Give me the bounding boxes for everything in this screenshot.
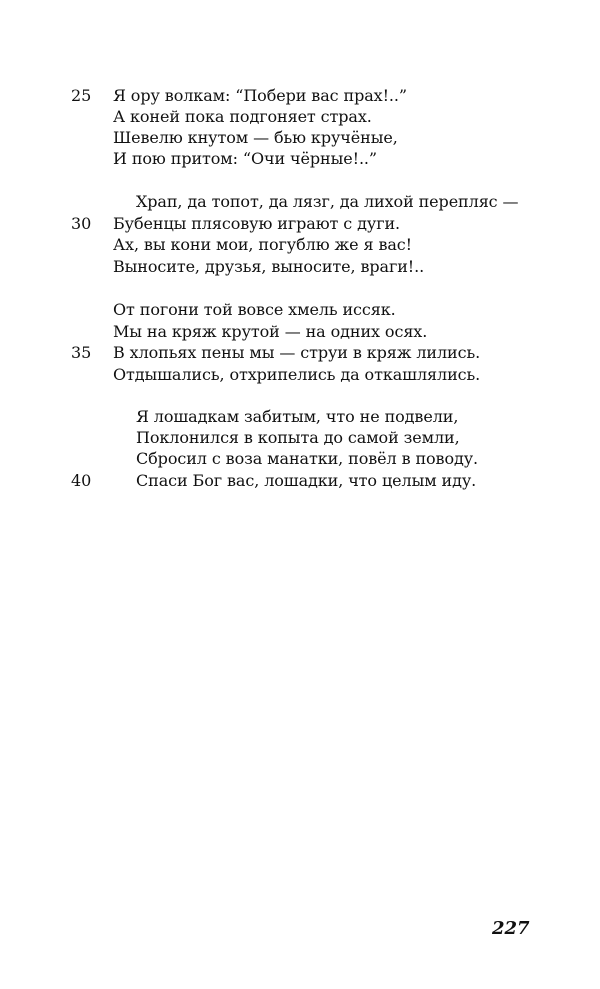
poem-line: Храп, да топот, да лязг, да лихой перепляс — <box>136 192 519 211</box>
poem-line: Сбросил с воза манатки, повёл в поводу. <box>136 449 479 468</box>
poem-line: Отдышались, отхрипелись да откашлялись. <box>113 365 481 384</box>
poem-line: Бубенцы плясовую играют с дуги. <box>113 214 401 233</box>
poem-line: Я ору волкам: “Побери вас прах!..” <box>113 86 407 105</box>
line-number-25: 25 <box>71 86 92 105</box>
poem-line: И пою притом: “Очи чёрные!..” <box>113 149 377 168</box>
poem-line: Мы на кряж крутой — на одних осях. <box>113 322 428 341</box>
poem-line: В хлопьях пены мы — струи в кряж лились. <box>113 343 481 362</box>
poem-line: А коней пока подгоняет страх. <box>113 107 372 126</box>
poem-line: Я лошадкам забитым, что не подвели, <box>136 407 459 426</box>
poem-line: От погони той вовсе хмель иссяк. <box>113 300 396 319</box>
poem-line: Шевелю кнутом — бью кручёные, <box>113 128 398 147</box>
line-number-35: 35 <box>71 343 92 362</box>
poem-line: Поклонился в копыта до самой земли, <box>136 428 460 447</box>
line-number-40: 40 <box>71 471 92 490</box>
poem-line: Выносите, друзья, выносите, враги!.. <box>113 257 425 276</box>
line-number-30: 30 <box>71 214 92 233</box>
page-number: 227 <box>492 918 530 939</box>
poem-line: Ах, вы кони мои, погублю же я вас! <box>113 235 412 254</box>
poem-line: Спаси Бог вас, лошадки, что целым иду. <box>136 471 477 490</box>
